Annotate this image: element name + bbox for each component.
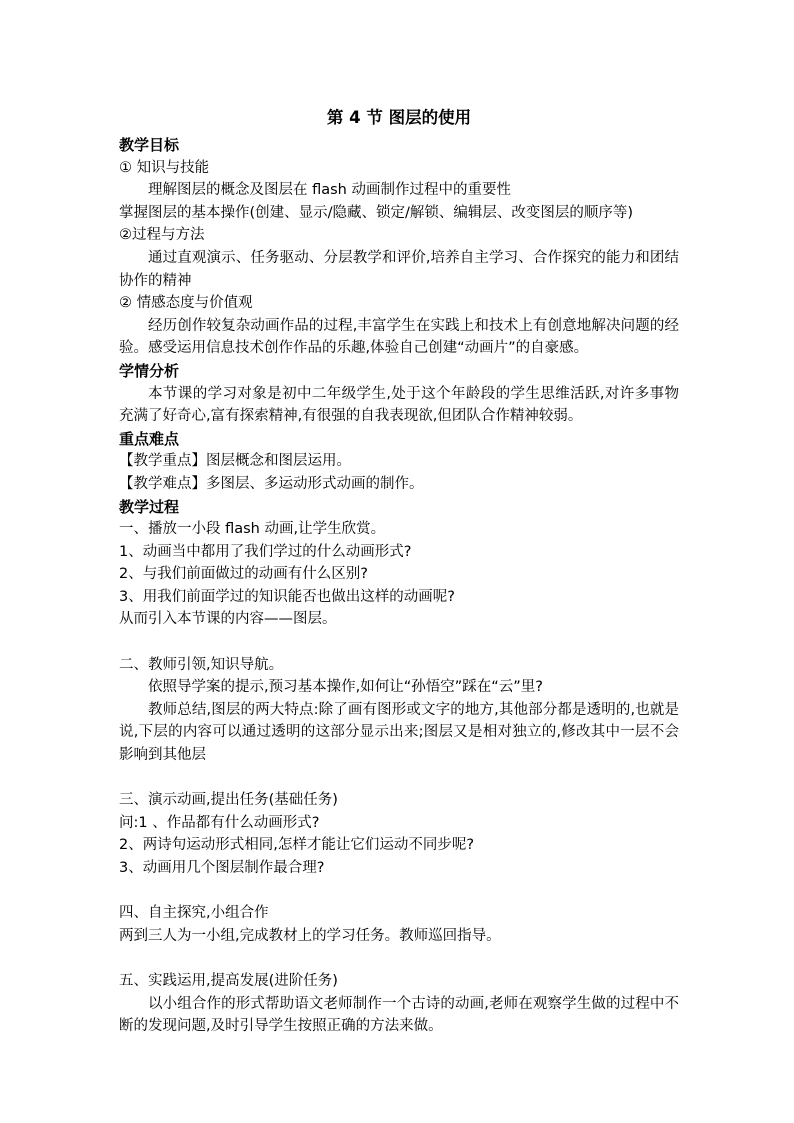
step-1-question-3: 3、用我们前面学过的知识能否也做出这样的动画呢? [119, 588, 455, 605]
spacer [119, 880, 679, 903]
document-body [119, 106, 679, 1038]
step-3-question-2: 2、两诗句运动形式相同,怎样才能让它们运动不同步呢? [119, 837, 475, 854]
step-1-question-1: 1、动画当中都用了我们学过的什么动画形式? [119, 543, 412, 560]
keypoint-focus: 【教学重点】图层概念和图层运用。 [119, 453, 351, 470]
step-2-text-1: 依照导学案的提示,预习基本操作,如何让“孙悟空”踩在“云”里? [148, 679, 543, 696]
step-3-question-1: 问:1 、作品都有什么动画形式? [119, 814, 320, 831]
section-heading-goals: 教学目标 [119, 136, 180, 154]
step-2-title: 二、教师引领,知识导航。 [119, 656, 284, 673]
step-4-text: 两到三人为一小组,完成教材上的学习任务。教师巡回指导。 [119, 927, 501, 944]
spacer [119, 947, 679, 970]
step-5-text: 以小组合作的形式帮助语文老师制作一个古诗的动画,老师在观察学生做的过程中不断的发现问题,及时引导学生按照正确的方法来做。 [119, 995, 679, 1035]
spacer [119, 631, 679, 654]
goal-process-text: 通过直观演示、任务驱动、分层教学和评价,培养自主学习、合作探究的能力和团结协作的精神 [119, 249, 679, 289]
analysis-text: 本节课的学习对象是初中二年级学生,处于这个年龄段的学生思维活跃,对许多事物充满了好奇心,富有探索精神,有很强的自我表现欲,但团队合作精神较弱。 [119, 385, 679, 425]
step-1-question-2: 2、与我们前面做过的动画有什么区别? [119, 566, 368, 583]
step-3-question-3: 3、动画用几个图层制作最合理? [119, 860, 325, 876]
goal-process-heading: ②过程与方法 [119, 227, 205, 244]
goal-emotion-text: 经历创作较复杂动画作品的过程,丰富学生在实践上和技术上有创意地解决问题的经验。感受运用信息技术创作作品的乐趣,体验自己创建“动画片”的自豪感。 [119, 317, 679, 357]
goal-knowledge-text-2: 掌握图层的基本操作(创建、显示/隐藏、锁定/解锁、编辑层、改变图层的顺序等) [119, 204, 634, 221]
step-4-title: 四、自主探究,小组合作 [119, 905, 269, 922]
step-3-title: 三、演示动画,提出任务(基础任务) [119, 792, 338, 809]
step-2-text-2: 教师总结,图层的两大特点:除了画有图形或文字的地方,其他部分都是透明的,也就是说,下层的内容可以通过透明的这部分显示出来;图层又是相对独立的,修改其中一层不会影响到其他层 [119, 701, 679, 764]
keypoint-difficulty: 【教学难点】多图层、多运动形式动画的制作。 [119, 475, 424, 492]
section-heading-keypoints: 重点难点 [119, 429, 180, 448]
goal-emotion-heading: ② 情感态度与价值观 [119, 295, 253, 312]
spacer [119, 767, 679, 790]
section-heading-process: 教学过程 [119, 497, 180, 516]
goal-knowledge-text-1: 理解图层的概念及图层在 flash 动画制作过程中的重要性 [148, 182, 511, 199]
step-1-conclusion: 从而引入本节课的内容——图层。 [119, 611, 337, 628]
step-1-title: 一、播放一小段 flash 动画,让学生欣赏。 [119, 521, 386, 538]
goal-knowledge-heading: ① 知识与技能 [119, 159, 210, 176]
page-title: 第 4 节 图层的使用 [326, 108, 472, 127]
section-heading-analysis: 学情分析 [119, 361, 180, 380]
step-5-title: 五、实践运用,提高发展(进阶任务) [119, 972, 338, 989]
